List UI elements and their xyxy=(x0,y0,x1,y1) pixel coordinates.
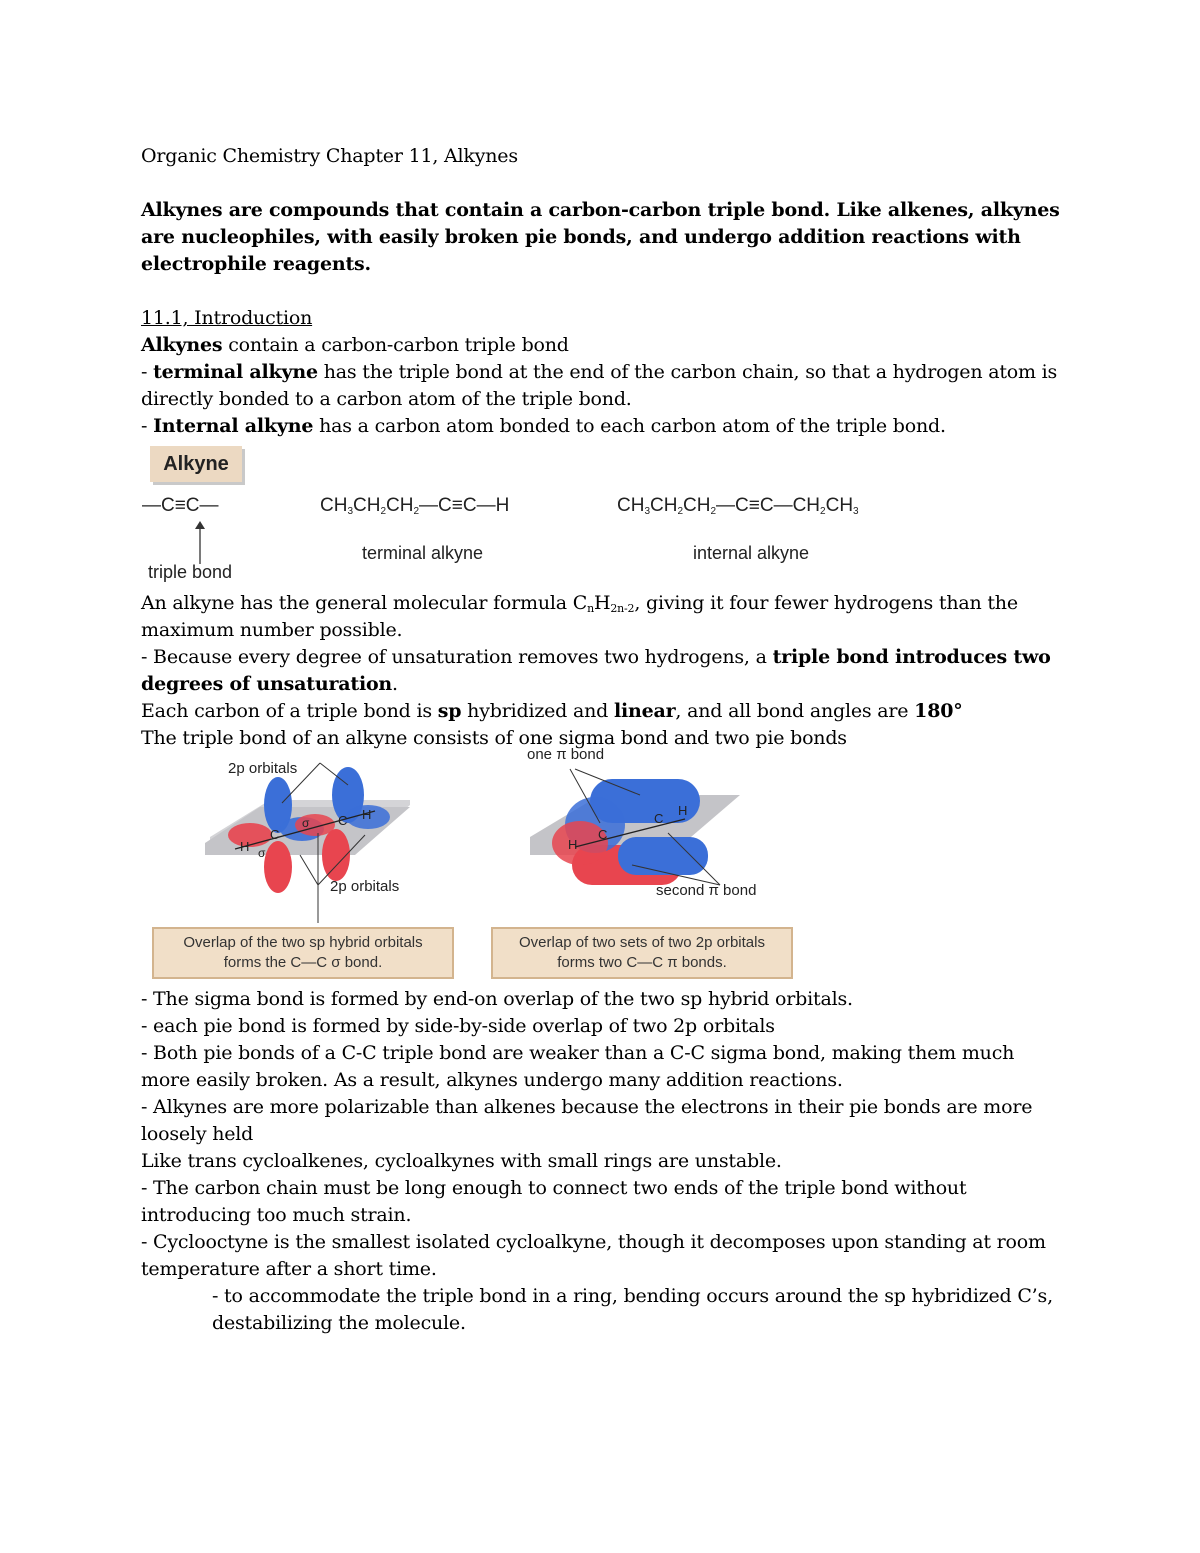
orbital-red-2 xyxy=(228,823,272,847)
s1-line-4: - Internal alkyne has a carbon atom bonded to each carbon atom of the triple bond. xyxy=(141,415,946,437)
s1-line-2: - terminal alkyne has the triple bond at the end of the carbon chain, so that a hydrogen atom is xyxy=(141,361,1058,383)
orbital-red-1 xyxy=(264,841,292,893)
s3-line-1: - The sigma bond is formed by end-on overlap of the two sp hybrid orbitals. xyxy=(141,988,853,1010)
triple-bond-label: triple bond xyxy=(148,562,233,582)
left-bottom-orbital-label: 2p orbitals xyxy=(330,878,400,895)
h-atom-4: H xyxy=(678,803,688,818)
h-atom-1: H xyxy=(240,839,250,854)
triple-bond-arrow xyxy=(190,520,210,566)
s2-line-5: Each carbon of a triple bond is sp hybridized and linear, and all bond angles are 180° xyxy=(141,700,963,722)
s3-line-11: temperature after a short time. xyxy=(141,1258,437,1280)
terminal-alkyne-label: terminal alkyne xyxy=(362,543,484,563)
leader-3 xyxy=(300,855,318,885)
intro-line-1: Alkynes are compounds that contain a carbon-carbon triple bond. Like alkenes, alkynes xyxy=(141,199,1060,221)
orbital-red-4 xyxy=(295,814,335,836)
c-atom-2: C xyxy=(338,813,348,828)
left-caption: Overlap of the two sp hybrid orbitals forms the C—C σ bond. xyxy=(152,927,454,979)
c-atom-3: C xyxy=(598,827,608,842)
s1-line-1: Alkynes contain a carbon-carbon triple bond xyxy=(141,334,569,356)
doc-title: Organic Chemistry Chapter 11, Alkynes xyxy=(141,145,518,167)
s3-line-8: - The carbon chain must be long enough to connect two ends of the triple bond without xyxy=(141,1177,967,1199)
terminal-alkyne-formula: CH3CH2CH2—C≡C—H xyxy=(320,495,510,517)
s4-line-1: - to accommodate the triple bond in a ring, bending occurs around the sp hybridized C’s, xyxy=(212,1285,1053,1307)
s3-line-6: loosely held xyxy=(141,1123,254,1145)
s1-line-3: directly bonded to a carbon atom of the triple bond. xyxy=(141,388,632,410)
s4-line-2: destabilizing the molecule. xyxy=(212,1312,466,1334)
sigma-bond-orbital-diagram xyxy=(200,755,460,925)
s3-line-7: Like trans cycloalkenes, cycloalkynes with small rings are unstable. xyxy=(141,1150,782,1172)
s3-line-4: more easily broken. As a result, alkynes undergo many addition reactions. xyxy=(141,1069,843,1091)
s2-line-4: degrees of unsaturation. xyxy=(141,673,398,695)
c-atom-1: C xyxy=(270,827,280,842)
pi-lobe-blue-right xyxy=(618,837,708,875)
pi-bond-orbital-diagram xyxy=(520,765,800,895)
internal-alkyne-formula: CH3CH2CH2—C≡C—CH2CH3 xyxy=(617,495,859,517)
sigma-label-2: σ xyxy=(258,846,266,860)
h-atom-3: H xyxy=(568,837,578,852)
h-atom-2: H xyxy=(362,807,372,822)
right-caption: Overlap of two sets of two 2p orbitals forms two C—C π bonds. xyxy=(491,927,793,979)
intro-line-2: are nucleophiles, with easily broken pie bonds, and undergo addition reactions with xyxy=(141,226,1021,248)
s3-line-3: - Both pie bonds of a C-C triple bond are weaker than a C-C sigma bond, making them much xyxy=(141,1042,1015,1064)
s2-line-2: maximum number possible. xyxy=(141,619,403,641)
s2-line-3: - Because every degree of unsaturation removes two hydrogens, a triple bond introduces two xyxy=(141,646,1051,668)
s3-line-10: - Cyclooctyne is the smallest isolated cycloalkyne, though it decomposes upon standing at room xyxy=(141,1231,1046,1253)
sigma-label-1: σ xyxy=(302,816,310,830)
s2-line-1: An alkyne has the general molecular formula $C_nH_{2n-2}$, giving it four fewer hydrogens than the xyxy=(141,592,1018,615)
right-bottom-pi-label: second π bond xyxy=(656,882,757,899)
s3-line-5: - Alkynes are more polarizable than alkenes because the electrons in their pie bonds are more xyxy=(141,1096,1033,1118)
alkyne-box-label: Alkyne xyxy=(150,446,242,482)
left-top-orbital-label: 2p orbitals xyxy=(228,760,298,777)
intro-line-3: electrophile reagents. xyxy=(141,253,371,275)
s3-line-2: - each pie bond is formed by side-by-side overlap of two 2p orbitals xyxy=(141,1015,775,1037)
s2-line-6: The triple bond of an alkyne consists of one sigma bond and two pie bonds xyxy=(141,727,847,749)
s3-line-9: introducing too much strain. xyxy=(141,1204,412,1226)
c-atom-4: C xyxy=(654,811,664,826)
section-heading: 11.1, Introduction xyxy=(141,307,313,329)
internal-alkyne-label: internal alkyne xyxy=(693,543,810,563)
generic-alkyne: —C≡C— xyxy=(142,495,219,516)
right-top-pi-label: one π bond xyxy=(527,746,605,763)
